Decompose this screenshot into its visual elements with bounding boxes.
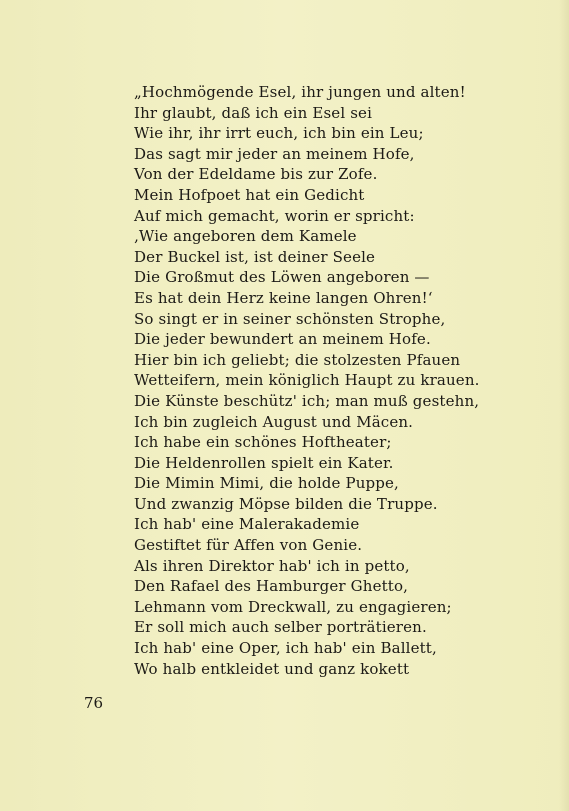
poem-line: Lehmann vom Dreckwall, zu engagieren; <box>134 597 452 616</box>
poem-line: Als ihren Direktor hab' ich in petto, <box>134 556 410 575</box>
poem-line: Und zwanzig Möpse bilden die Truppe. <box>134 494 438 513</box>
poem-line: Hier bin ich geliebt; die stolzesten Pfauen <box>134 350 461 369</box>
poem-line: „Hochmögende Esel, ihr jungen und alten! <box>134 83 466 101</box>
poem-line: Wetteifern, mein königlich Haupt zu krauen. <box>134 371 480 390</box>
poem-line: Auf mich gemacht, worin er spricht: <box>134 206 415 225</box>
poem-line: Von der Edeldame bis zur Zofe. <box>134 165 378 184</box>
poem-line: So singt er in seiner schönsten Strophe, <box>134 309 446 328</box>
poem-line: Ihr glaubt, daß ich ein Esel sei <box>134 103 373 122</box>
poem-line: ‚Wie angeboren dem Kamele <box>134 227 357 246</box>
poem-line: Die Heldenrollen spielt ein Kater. <box>134 453 394 472</box>
poem-line: Den Rafael des Hamburger Ghetto, <box>134 577 409 596</box>
poem-line: Die jeder bewundert an meinem Hofe. <box>134 330 431 349</box>
poem-line: Wie ihr, ihr irrt euch, ich bin ein Leu; <box>134 124 424 143</box>
poem-line: Die Künste beschütz' ich; man muß gestehn, <box>134 391 480 410</box>
poem-line: Ich hab' eine Oper, ich hab' ein Ballett, <box>134 639 437 658</box>
page-edge-shadow <box>559 0 569 811</box>
poem-line: Es hat dein Herz keine langen Ohren!‘ <box>134 288 433 307</box>
poem-line: Der Buckel ist, ist deiner Seele <box>134 247 376 266</box>
page-number: 76 <box>84 694 104 712</box>
poem-line: Wo halb entkleidet und ganz kokett <box>134 659 410 678</box>
poem-line: Die Mimin Mimi, die holde Puppe, <box>134 474 399 493</box>
poem-line: Mein Hofpoet hat ein Gedicht <box>134 185 365 204</box>
poem-line: Er soll mich auch selber porträtieren. <box>134 618 427 637</box>
poem-line: Ich habe ein schönes Hoftheater; <box>134 433 392 452</box>
poem-line: Ich hab' eine Malerakademie <box>134 515 360 534</box>
poem-line: Die Großmut des Löwen angeboren — <box>134 268 430 287</box>
poem-line: Gestiftet für Affen von Genie. <box>134 536 363 555</box>
poem-line: Das sagt mir jeder an meinem Hofe, <box>134 144 415 163</box>
poem-line: Ich bin zugleich August und Mäcen. <box>134 412 414 431</box>
poem-text <box>134 82 554 679</box>
